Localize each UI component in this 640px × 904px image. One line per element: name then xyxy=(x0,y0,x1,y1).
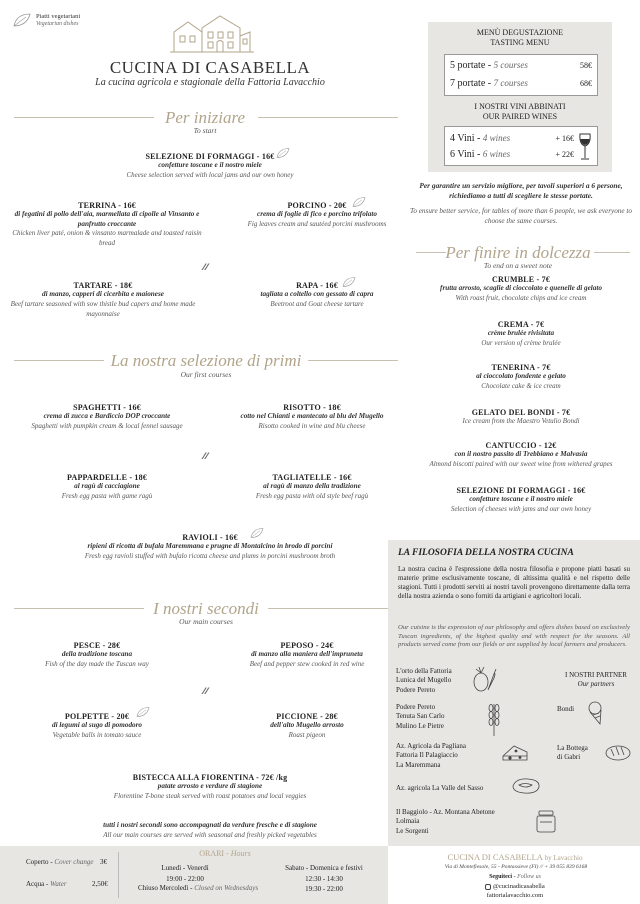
partner-name: Tenuta San Carlo xyxy=(396,712,445,721)
partner-group xyxy=(396,703,496,731)
weekend-hours-dinner: 19:30 - 22:00 xyxy=(305,885,343,893)
leaf-icon xyxy=(12,12,32,28)
bread-icon xyxy=(604,742,632,762)
dish-name: PORCINO - 20€ xyxy=(287,201,347,210)
dish-item xyxy=(410,363,632,392)
follow-label: Seguiteci xyxy=(489,874,513,880)
dish-name: PEPOSO - 24€ xyxy=(280,641,334,650)
partner-name: Lunica del Mugello xyxy=(396,676,452,685)
desserts-title: Per finire in dolcezza xyxy=(445,243,591,262)
vegetables-icon xyxy=(472,664,498,694)
hours-title-en: Hours xyxy=(230,849,251,858)
cover-label: Coperto xyxy=(26,858,49,866)
partner-name: Lolmaia xyxy=(396,817,420,826)
wine-option: 6 Vini - 6 wines + 22€ xyxy=(450,149,574,160)
tasting-option-price: 58€ xyxy=(580,61,592,70)
dish-description-en: Beetroot and Goat cheese tartare xyxy=(270,299,364,308)
dish-description-it: dell'alto Mugello arrosto xyxy=(270,721,344,729)
tasting-option-en: 7 courses xyxy=(493,78,528,88)
wine-option-price: + 22€ xyxy=(555,150,574,159)
dish-item xyxy=(222,281,412,310)
cover-label-en: Cover change xyxy=(54,858,94,866)
dish-item xyxy=(12,403,202,432)
group-notice-it: Per garantire un servizio migliore, per tavoli superiori a 6 persone, richiediamo a tutti di scegliere le stesse portate. xyxy=(419,181,623,200)
dish-name: SELEZIONE DI FORMAGGI - 16€ xyxy=(145,152,275,161)
dish-description-en: Ice cream from the Maestro Vetulio Bondi xyxy=(462,417,580,425)
separator-ornament: ⁄⁄ ⁄⁄ xyxy=(203,452,207,462)
closed-label-en: Closed on Wednesdays xyxy=(194,884,259,892)
dish-name: BISTECCA ALLA FIORENTINA - 72€ /kg xyxy=(132,773,288,782)
dish-description-en: Cheese selection served with local jams and our own honey xyxy=(126,170,294,179)
dish-description-it: frutta arrosto, scaglie di cioccolato e quenelle di gelato xyxy=(440,284,602,292)
weekday-label: Lunedì - Venerdì xyxy=(161,864,209,872)
dish-description-en: Chicken liver paté, onion & vinsanto marmalade and toasted raisin bread xyxy=(12,229,202,248)
dish-description-it: cotto nel Chianti e mantecato al blu del Mugello xyxy=(240,412,384,420)
wine-glass-icon xyxy=(578,132,592,162)
dish-description-en: Fig leaves cream and sautéed porcini mushrooms xyxy=(247,219,387,228)
brand-title: CUCINA DI CASABELLA xyxy=(109,58,311,77)
dish-description-it: di manzo alla maniera dell'impruneta xyxy=(251,650,363,658)
partner-name: La Bottega xyxy=(557,744,588,752)
wines-title xyxy=(428,102,612,122)
divider xyxy=(14,608,144,609)
hours-weekend xyxy=(262,863,386,895)
leaf-icon xyxy=(134,706,152,718)
leaf-icon xyxy=(340,276,358,288)
dish-item xyxy=(80,533,340,562)
footer-address: Via di Montefiesole, 55 - Pontassieve (FI) // + 39 055 839 6168 xyxy=(444,864,588,870)
social-handle-text: @cucinadicasabella xyxy=(492,883,545,890)
mains-note xyxy=(20,821,400,841)
dish-name: TARTARE - 18€ xyxy=(73,281,133,290)
wine-option-price: + 16€ xyxy=(555,134,574,143)
wine-option-en: 4 wines xyxy=(482,133,511,143)
divider xyxy=(308,360,398,361)
footer-brand xyxy=(400,852,630,862)
dish-item xyxy=(410,275,632,304)
dish-description-en: Risotto cooked in wine and blu cheese xyxy=(258,421,366,430)
veg-label: Piatti vegetariani xyxy=(36,13,81,20)
mains-note-it: tutti i nostri secondi sono accompagnati da verdure fresche e di stagione xyxy=(103,821,317,829)
separator-ornament: ⁄⁄ ⁄⁄ xyxy=(203,687,207,697)
veg-label-en: Vegetarian dishes xyxy=(36,21,79,27)
dish-item xyxy=(212,641,402,670)
partners-title-en: Our partners xyxy=(577,680,615,689)
divider xyxy=(14,360,104,361)
cheese-icon xyxy=(500,740,530,766)
partner-name: Mulino Le Pietre xyxy=(396,721,444,730)
website-link[interactable]: fattorialavacchio.com xyxy=(486,892,544,899)
dish-description-en: Fresh egg pasta with game ragù xyxy=(61,491,153,500)
partner-name: Bondi xyxy=(557,705,575,713)
primi-subtitle: Our first courses xyxy=(180,370,232,379)
dish-description-en: Our version of crème brulée xyxy=(481,338,561,347)
jar-icon xyxy=(534,808,558,834)
dish-description-en: Almond biscotti paired with our sweet wine from withered grapes xyxy=(429,459,613,468)
dish-item xyxy=(410,320,632,349)
tasting-title-en: TASTING MENU xyxy=(490,38,550,47)
dish-description-it: tagliata a coltello con gessato di capra xyxy=(260,290,374,298)
dish-item xyxy=(90,152,330,181)
dish-description-it: di manzo, capperi di cicerbita e maionese xyxy=(42,290,164,298)
dish-name: PESCE - 28€ xyxy=(73,641,121,650)
dish-description-en: Fish of the day made the Tuscan way xyxy=(45,659,149,668)
leaf-icon xyxy=(248,527,266,539)
dish-description-it: di legumi al sugo di pomodoro xyxy=(51,721,143,729)
dish-name: PICCIONE - 28€ xyxy=(276,712,338,721)
wine-option-label: 4 Vini xyxy=(450,133,475,144)
dish-description-en: Chocolate cake & ice cream xyxy=(481,381,561,390)
dish-name: RAVIOLI - 16€ xyxy=(182,533,238,542)
instagram-icon xyxy=(485,884,491,890)
philosophy-title: LA FILOSOFIA DELLA NOSTRA CUCINA xyxy=(398,548,574,558)
dish-name: SELEZIONE DI FORMAGGI - 16€ xyxy=(456,486,586,495)
hours-title-label: ORARI xyxy=(199,849,225,858)
partners-title-it: I NOSTRI PARTNER xyxy=(565,671,627,679)
secondi-title: I nostri secondi xyxy=(153,599,259,618)
wheat-icon xyxy=(486,700,502,736)
partner-group xyxy=(396,784,506,792)
partner-name: Az. Agricola da Pagliana xyxy=(396,742,466,750)
tasting-option-en: 5 courses xyxy=(493,60,528,70)
ice-cream-icon xyxy=(586,700,608,726)
starters-title: Per iniziare xyxy=(164,108,246,127)
footer-brand-name: CUCINA DI CASABELLA xyxy=(447,852,543,862)
weekend-label: Sabato - Domenica e festivi xyxy=(285,864,363,872)
secondi-subtitle: Our main courses xyxy=(179,617,233,626)
philosophy-text-it: La nostra cucina è l'espressione della nostra filosofia e propone piatti basati su materie prime esclusivamente toscane, di altissima qualità e nel rispetto delle stagioni. Tutti i prodotti serviti ai nostri tavoli provengono direttamente dalla terra della nostra azienda o sono forniti da artigiani e agricoltori locali. xyxy=(398,565,630,601)
water-price: 2,50€ xyxy=(92,880,108,888)
partner-group xyxy=(396,808,536,836)
dish-description-it: patate arrosto e verdure di stagione xyxy=(157,782,263,790)
partner-name: Le Sorgenti xyxy=(396,826,429,835)
partner-name: Podere Pereto xyxy=(396,703,436,711)
dish-description-it: al ragù di cacciagione xyxy=(74,482,140,490)
dish-description-it: di fegatini di pollo dell'aia, marmellata di cipolle al Vinsanto e panfrutto croccante xyxy=(14,210,200,228)
dish-item xyxy=(12,641,182,670)
dish-description-it: al ragù di manzo della tradizione xyxy=(263,482,361,490)
wines-title-en: OUR PAIRED WINES xyxy=(482,112,558,121)
wine-options-box xyxy=(444,126,598,166)
dish-name: SPAGHETTI - 16€ xyxy=(73,403,141,412)
dish-name: GELATO DEL BONDI - 7€ xyxy=(471,408,571,417)
leaf-icon xyxy=(350,196,368,208)
tasting-title xyxy=(428,28,612,48)
dish-description-en: Beef tartare seasoned with sow thistle bud capers and home made mayonnaise xyxy=(10,299,196,318)
dish-item xyxy=(212,403,412,432)
dish-description-it: confetture toscane e il nostro miele xyxy=(469,495,573,503)
closed-label: Chiuso Mercoledì xyxy=(138,884,189,892)
philosophy-text-en: Our cuisine is the expression of our philosophy and offers dishes based on exclusively Tuscan ingredients, of the highest quality and with respect for the seasons. All products served come from our fields or are supplied by local farmers and producers. xyxy=(398,624,630,649)
water-label: Acqua xyxy=(26,880,45,888)
dish-item xyxy=(8,281,198,319)
dish-item xyxy=(40,773,380,802)
wines-title-it: I NOSTRI VINI ABBINATI xyxy=(474,102,566,111)
partner-name: Fattoria Il Palagiaccio xyxy=(396,751,458,760)
dish-item xyxy=(222,201,412,230)
tasting-option: 7 portate - 7 courses 68€ xyxy=(450,78,592,89)
dish-description-en: Selection of cheeses with jams and our own honey xyxy=(450,504,592,513)
dish-description-it: crema di zucca e Bardiccio DOP croccante xyxy=(43,412,171,420)
partner-name: Az. agricola La Valle del Sasso xyxy=(396,784,484,792)
dish-description-en: Vegetable balls in tomato sauce xyxy=(52,730,142,739)
tasting-title-it: MENÙ DEGUSTAZIONE xyxy=(476,28,564,37)
dish-description-en: Fresh egg pasta with old style beef ragù xyxy=(255,491,369,500)
partner-name: La Maremmana xyxy=(396,760,441,769)
starters-subtitle: To start xyxy=(193,126,217,135)
footer-divider xyxy=(118,852,119,898)
leaf-icon xyxy=(274,147,292,159)
dish-description-en: Beef and pepper stew cooked in red wine xyxy=(249,659,365,668)
dish-name: CANTUCCIO - 12€ xyxy=(485,441,557,450)
weekday-hours: 19:00 - 22:00 xyxy=(166,874,204,883)
hours-title: ORARI - Hours xyxy=(199,849,251,858)
dish-item xyxy=(222,712,392,741)
primi-title: La nostra selezione di primi xyxy=(110,351,302,370)
dish-description-en: Spaghetti with pumpkin cream & local fennel sausage xyxy=(31,421,183,430)
desserts-subtitle: To end on a sweet note xyxy=(483,261,553,270)
dish-description-it: confetture toscane e il nostro miele xyxy=(158,161,262,169)
divider xyxy=(258,117,398,118)
dish-description-it: al cioccolato fondente e gelato xyxy=(476,372,566,380)
wine-option-label: 6 Vini xyxy=(450,149,475,160)
dish-name: PAPPARDELLE - 18€ xyxy=(67,473,147,482)
social-follow: Seguiteci - Follow us xyxy=(489,874,541,880)
cover-charge: Coperto - Cover change xyxy=(26,858,94,866)
partner-group xyxy=(557,744,607,763)
farmhouse-logo-icon xyxy=(170,12,254,56)
dish-description-en: With roast fruit, chocolate chips and ice cream xyxy=(455,293,587,302)
partner-group xyxy=(396,742,506,770)
dish-item xyxy=(12,473,202,502)
partner-name: L'orto della Fattoria xyxy=(396,667,452,675)
dish-name: TENERINA - 7€ xyxy=(491,363,551,372)
dish-item xyxy=(406,441,636,470)
dish-description-it: crema di foglie di fico e porcino trifolato xyxy=(257,210,377,218)
dish-item xyxy=(12,201,202,249)
brand-tagline: La cucina agricola e stagionale della Fattoria Lavacchio xyxy=(95,77,325,88)
water-charge: Acqua - Water xyxy=(26,880,67,888)
group-notice xyxy=(410,181,632,226)
partner-name: Il Baggiolo - Az. Montana Abetone xyxy=(396,808,495,816)
dish-description-en: Roast pigeon xyxy=(288,730,326,739)
hours-weekdays xyxy=(120,863,250,884)
dish-name: POLPETTE - 20€ xyxy=(64,712,130,721)
partner-name: di Gabri xyxy=(557,753,581,762)
divider xyxy=(268,608,398,609)
closed-day: Chiuso Mercoledì - Closed on Wednesdays xyxy=(138,884,259,892)
separator-ornament: ⁄⁄ ⁄⁄ xyxy=(203,263,207,273)
divider xyxy=(14,117,154,118)
partner-name: Podere Pereto xyxy=(396,685,436,694)
dish-item xyxy=(410,486,632,515)
dish-description-it: con il nostro passito di Trebbiano e Malvasia xyxy=(454,450,588,458)
dish-description-en: Florentine T-bone steak served with roast potatoes and local veggies xyxy=(113,791,307,800)
dish-item xyxy=(12,712,182,741)
water-label-en: Water xyxy=(50,880,67,888)
wine-option: 4 Vini - 4 wines + 16€ xyxy=(450,133,574,144)
partners-title xyxy=(554,671,638,689)
dish-item xyxy=(410,408,632,427)
footer-brand-by: by Lavacchio xyxy=(544,854,583,862)
dish-description-it: della tradizione toscana xyxy=(61,650,133,658)
wine-option-en: 6 wines xyxy=(482,149,511,159)
dish-description-it: crème brulée rivisitata xyxy=(487,329,555,337)
dish-name: TAGLIATELLE - 16€ xyxy=(272,473,352,482)
tasting-option-price: 68€ xyxy=(580,79,592,88)
follow-label-en: Follow us xyxy=(517,874,541,880)
meat-icon xyxy=(510,776,542,796)
dish-name: CRUMBLE - 7€ xyxy=(492,275,550,284)
divider xyxy=(594,252,630,253)
dish-description-en: Fresh egg ravioli stuffed with bufalo ricotta cheese and plums in porcini mushroom broth xyxy=(84,551,336,560)
dish-item xyxy=(212,473,412,502)
dish-name: CREMA - 7€ xyxy=(497,320,545,329)
dish-name: RISOTTO - 18€ xyxy=(283,403,341,412)
dish-name: TERRINA - 16€ xyxy=(78,201,136,210)
weekend-hours-lunch: 12:30 - 14:30 xyxy=(305,874,343,883)
dish-name: RAPA - 16€ xyxy=(296,281,338,290)
tasting-option-label: 5 portate xyxy=(450,60,486,71)
cover-price: 3€ xyxy=(100,858,107,866)
mains-note-en: All our main courses are served with seasonal and freshly picked vegetables xyxy=(103,830,317,839)
tasting-option: 5 portate - 5 courses 58€ xyxy=(450,60,592,71)
dish-description-it: ripieni di ricotta di bufala Maremmana e prugne di Montalcino in brodo di porcini xyxy=(87,542,333,550)
social-handle[interactable] xyxy=(400,883,630,890)
tasting-option-label: 7 portate xyxy=(450,78,486,89)
group-notice-en: To ensure better service, for tables of more than 6 people, we ask everyone to choose the same courses. xyxy=(410,206,632,226)
